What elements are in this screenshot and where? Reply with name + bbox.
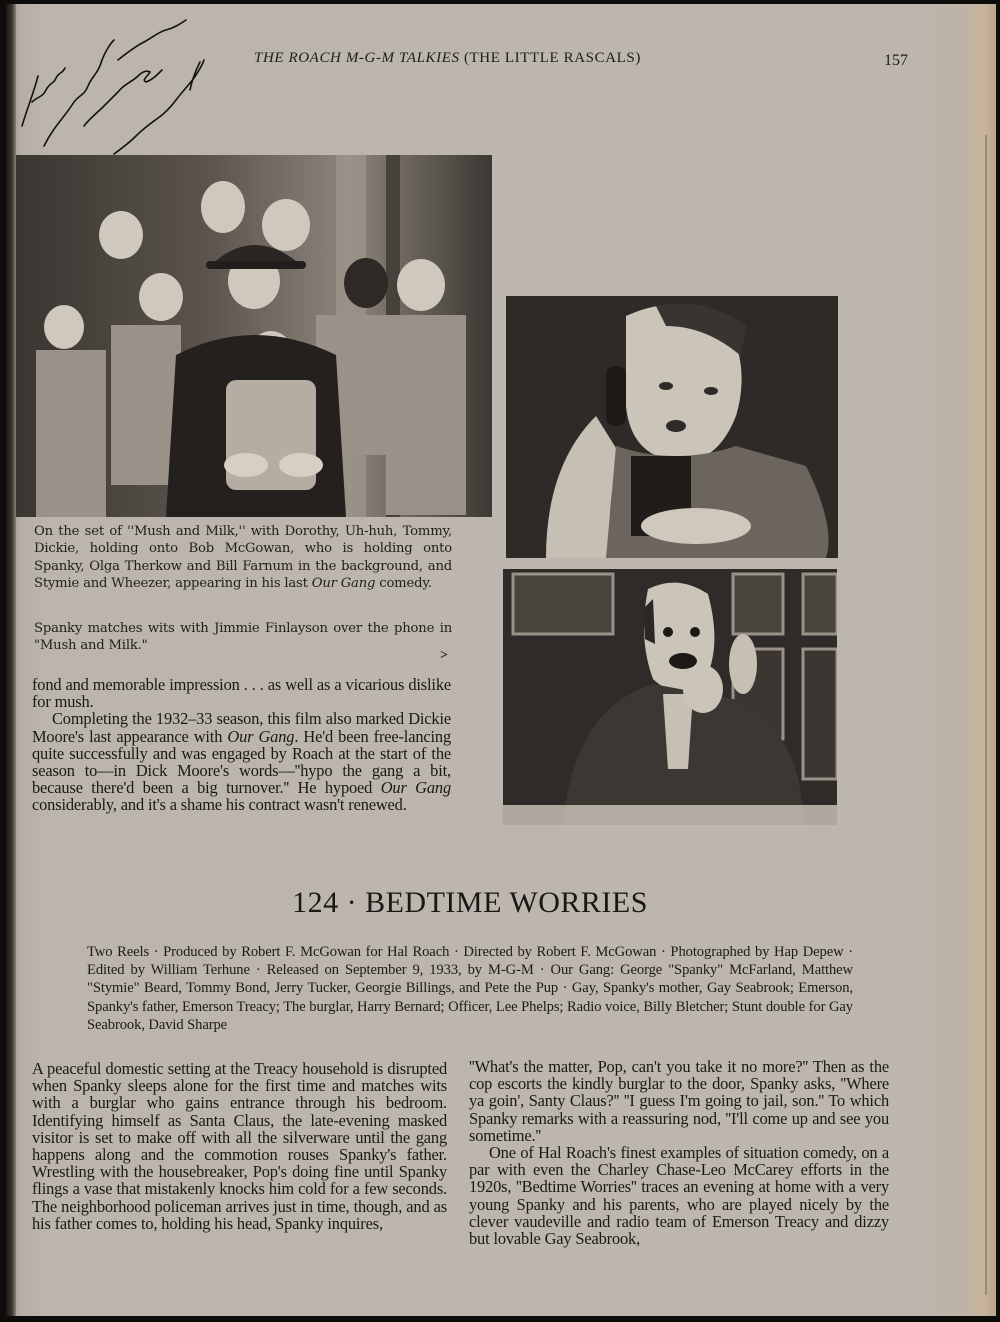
group-photo-image bbox=[16, 155, 492, 517]
spanky-phone-photo bbox=[506, 296, 838, 558]
running-head-subtitle: (THE LITTLE RASCALS) bbox=[463, 50, 641, 66]
caption-italic: Our Gang bbox=[311, 575, 376, 591]
italic-run: Our Gang bbox=[227, 726, 295, 746]
spanky-phone-image bbox=[506, 296, 838, 558]
running-head-title: THE ROACH M-G-M TALKIES bbox=[254, 50, 460, 66]
entry-paragraph: ''What's the matter, Pop, can't you take it no more?'' Then as the cop escorts the kindly burglar to the door, Spanky asks, ''Where ya goin', Santy Claus?'' ''I guess I'm going to jail, son.'' To which Spanky remarks with a reassuring nod, ''I'll come up and see you sometime.'' bbox=[469, 1057, 889, 1145]
italic-run: Our Gang bbox=[380, 778, 451, 798]
finlayson-phone-image bbox=[503, 569, 837, 825]
phone-photo-caption: Spanky matches wits with Jimmie Finlayson over the phone in "Mush and Milk." bbox=[34, 621, 452, 654]
entry-text-right-column bbox=[469, 1058, 889, 1247]
previous-entry-text bbox=[32, 676, 451, 814]
page-edge bbox=[985, 135, 987, 1295]
text-run: Completing the 1932–33 season, this film also marked Dickie Moore's last appearance with bbox=[32, 709, 451, 746]
inscription-stroke-2 bbox=[44, 20, 186, 146]
caption-text: comedy. bbox=[375, 575, 432, 591]
inscription-stroke-4 bbox=[114, 60, 204, 154]
inscription-stroke-3 bbox=[84, 70, 162, 126]
text-run: considerably, and it's a shame his contract wasn't renewed. bbox=[32, 795, 407, 815]
inscription-stroke-1 bbox=[22, 68, 65, 126]
handwritten-inscription bbox=[14, 6, 254, 166]
entry-text-left-column bbox=[32, 1060, 447, 1232]
entry-credits: Two Reels · Produced by Robert F. McGowan for Hal Roach · Directed by Robert F. McGowan · Photographed by Hap Depew · Edited by William Terhune · Released on September 9, 1933, by M-G-M · Our Gang: George "Spanky" McFarland, Matthew "Stymie" Beard, Tommy Bond, Jerry Tucker, Georgie Billings, and Pete the Pup · Gay, Spanky's mother, Gay Seabrook; Emerson, Spanky's father, Emerson Treacy; The burglar, Harry Bernard; Officer, Lee Phelps; Radio voice, Billy Bletcher; Stunt double for Gay Seabrook, David Sharpe bbox=[87, 944, 853, 1033]
group-photo-caption bbox=[34, 523, 452, 592]
page-number: 157 bbox=[884, 52, 908, 69]
caption-text: On the set of ''Mush and Milk,'' with Dorothy, Uh-huh, Tommy, Dickie, holding onto Bob McGowan, who is holding onto Spanky, Olga Therkow and Bill Farnum in the background, and Stymie and Wheezer, appearing in his last bbox=[34, 524, 452, 591]
text-run: . He'd been free-lancing quite successfully and was engaged by Roach at the start of the season to—in Dick Moore's words—''hypo the gang a bit, because there'd been a big turnover.'' He hypoed bbox=[32, 726, 452, 798]
entry-paragraph: One of Hal Roach's finest examples of situation comedy, on a par with even the Charley Chase-Leo McCarey efforts in the 1920s, ''Bedtime Worries'' traces an evening at home with a very young Spanky and his parents, who are played nicely by the clever vaudeville and radio team of Emerson Treacy and dizzy but lovable Gay Seabrook, bbox=[469, 1143, 889, 1249]
previous-entry-paragraph: fond and memorable impression . . . as well as a vicarious dislike for mush. bbox=[32, 675, 451, 712]
entry-paragraph: A peaceful domestic setting at the Treacy household is disrupted when Spanky sleeps alone for the first time and matches wits with a burglar who gains entrance through his bedroom. Identifying himself as Santa Claus, the late-evening masked visitor is set to make off with all the silverware until the gang happens along and the commotion rouses Spanky's father. Wrestling with the housebreaker, Pop's doing fine until Spanky flings a vase that mistakenly knocks him cold for a few seconds. The neighborhood policeman arrives just in time, though, and as his father comes to, holding his head, Spanky inquires, bbox=[32, 1059, 447, 1233]
entry-title: 124 · BEDTIME WORRIES bbox=[292, 886, 648, 919]
book-binding-shadow bbox=[6, 4, 16, 1316]
finlayson-phone-photo bbox=[503, 569, 837, 825]
arrow-right-icon: > bbox=[440, 648, 448, 663]
running-head bbox=[254, 50, 641, 67]
previous-entry-paragraph bbox=[32, 710, 451, 813]
group-photo bbox=[16, 155, 492, 517]
